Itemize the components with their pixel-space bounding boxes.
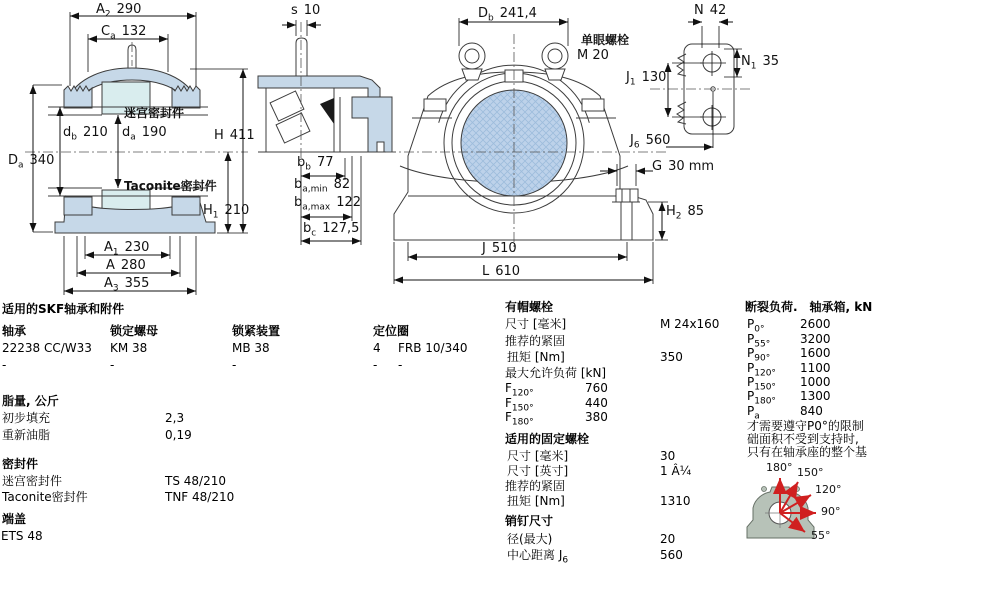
dim-label-H1: $H_1$ 210 [203, 203, 250, 221]
p0-value: 2600 [800, 317, 831, 331]
p180-label: $P_{180^\circ}$ [747, 389, 776, 407]
dim-label-H2: $H_2$ 85 [666, 204, 705, 222]
dim-label-da-shaft: $d_a$ 190 [122, 125, 167, 143]
dash-cell: - [110, 358, 115, 372]
dim-label-bamax: $b_{a,max}$ 122 [294, 195, 362, 213]
dim-label-Db: $D_b$ 241,4 [478, 6, 537, 24]
labyrinth-seal-note: 迷宫密封件 [124, 106, 185, 120]
f180-value: 380 [585, 410, 608, 424]
angle-label-55: 55° [811, 529, 831, 542]
p150-label: $P_{150^\circ}$ [747, 375, 776, 393]
breakload-note-line3: 只有在轴承座的整个基 [747, 445, 868, 459]
f180-label: $F_{180^\circ}$ [505, 410, 534, 428]
p180-value: 1300 [800, 389, 831, 403]
load-direction-diagram [747, 478, 816, 538]
dim-label-ca: $C_a$ 132 [101, 24, 147, 42]
dim-label-bamin: $b_{a,min}$ 82 [294, 177, 351, 195]
taconite-seal-label: Taconite密封件 [2, 490, 88, 504]
taconite-seal-note: Taconite密封件 [124, 179, 217, 193]
fixbolts-section-title: 适用的固定螺栓 [505, 432, 590, 446]
front-view-drawing [386, 18, 671, 284]
grease-section-title: 脂量, 公斤 [2, 394, 59, 408]
locating-ring-designation: FRB 10/340 [398, 341, 468, 355]
p150-value: 1000 [800, 375, 831, 389]
dash-cell: - [398, 358, 403, 372]
p90-label: $P_{90^\circ}$ [747, 346, 771, 364]
locating-ring-qty: 4 [373, 341, 381, 355]
dim-label-J: J 510 [482, 241, 517, 256]
angle-label-150: 150° [797, 466, 824, 479]
eyebolt-size: M 20 [577, 48, 609, 63]
col-header-bearing: 轴承 [2, 324, 27, 338]
col-header-locknut: 锁定螺母 [110, 324, 159, 338]
fixbolts-size-mm-label: 尺寸 [毫米] [507, 449, 569, 463]
locknut-designation: KM 38 [110, 341, 148, 355]
endcover-value: ETS 48 [1, 529, 43, 543]
taconite-seal-value: TNF 48/210 [165, 490, 235, 504]
pa-label: $P_a$ [747, 404, 760, 422]
p0-label: $P_{0^\circ}$ [747, 317, 765, 335]
pin-diameter-label: 径(最大) [507, 532, 553, 546]
pins-section-title: 销钉尺寸 [505, 514, 554, 528]
p120-value: 1100 [800, 361, 831, 375]
dim-label-A1: $A_1$ 230 [104, 240, 150, 258]
p120-label: $P_{120^\circ}$ [747, 361, 776, 379]
dim-label-G: G 30 mm [652, 159, 715, 174]
grease-relub-label: 重新油脂 [2, 428, 51, 442]
dim-label-s: s 10 [291, 3, 321, 18]
bearing-designation: 22238 CC/W33 [2, 341, 92, 355]
capbolts-section-title: 有帽螺栓 [505, 300, 554, 314]
dash-cell: - [2, 358, 7, 372]
pin-center-distance-value: 560 [660, 548, 683, 562]
dim-label-J1: $J_1$ 130 [626, 70, 667, 88]
p55-label: $P_{55^\circ}$ [747, 332, 771, 350]
f150-label: $F_{150^\circ}$ [505, 396, 534, 414]
dim-label-A: A 280 [106, 258, 146, 273]
grease-relub-value: 0,19 [165, 428, 192, 442]
labyrinth-seal-value: TS 48/210 [165, 474, 226, 488]
parts-section-title: 适用的SKF轴承和附件 [2, 302, 125, 316]
col-header-locating-ring: 定位圈 [373, 324, 410, 338]
dim-label-L: L 610 [482, 264, 521, 279]
grease-initial-label: 初步填充 [2, 411, 51, 425]
capbolts-tighten-label: 推荐的紧固 [505, 334, 566, 348]
angle-label-120: 120° [815, 483, 842, 496]
pin-center-distance-label: 中心距离 $J_6$ [507, 548, 569, 566]
breakload-note-line2: 础面积不受到支持时, [747, 432, 859, 446]
angle-label-180: 180° [766, 461, 793, 474]
p90-value: 1600 [800, 346, 831, 360]
breakload-section-title: 断裂负荷. 轴承箱, kN [745, 300, 873, 314]
fixbolts-size-in-value: 1 Â¼ [660, 464, 692, 478]
dim-label-a2: $A_2$ 290 [96, 2, 142, 20]
f120-value: 760 [585, 381, 608, 395]
fixbolts-torque-value: 1310 [660, 494, 691, 508]
dim-label-H: H 411 [214, 128, 255, 143]
dim-label-N: N 42 [694, 3, 727, 18]
pin-diameter-value: 20 [660, 532, 676, 546]
breakload-note-line1: 才需要遵守P0°的限制 [747, 419, 864, 433]
dim-label-Da: $D_a$ 340 [8, 153, 55, 171]
dim-label-db-shaft: $d_b$ 210 [63, 125, 108, 143]
dim-label-bc: $b_c$ 127,5 [303, 221, 360, 239]
f150-value: 440 [585, 396, 608, 410]
dim-label-bb: $b_b$ 77 [297, 155, 334, 173]
fixbolts-tighten-label: 推荐的紧固 [505, 479, 566, 493]
dim-label-A3: $A_3$ 355 [104, 276, 150, 294]
dim-label-J6: $J_6$ 560 [630, 133, 671, 151]
labyrinth-seal-label: 迷宫密封件 [2, 474, 63, 488]
pa-value: 840 [800, 404, 823, 418]
seals-section-title: 密封件 [2, 457, 39, 471]
lockdevice-designation: MB 38 [232, 341, 270, 355]
eyebolt-label: 单眼螺栓 [581, 33, 630, 47]
fixbolts-size-in-label: 尺寸 [英寸] [507, 464, 569, 478]
endcover-section-title: 端盖 [2, 512, 27, 526]
col-header-lockdevice: 锁紧装置 [232, 324, 281, 338]
capbolts-size-value: M 24x160 [660, 317, 720, 331]
p55-value: 3200 [800, 332, 831, 346]
dim-label-N1: $N_1$ 35 [741, 54, 780, 72]
capbolts-torque-value: 350 [660, 350, 683, 364]
dash-cell: - [373, 358, 378, 372]
capbolts-size-label: 尺寸 [毫米] [505, 317, 567, 331]
grease-initial-value: 2,3 [165, 411, 185, 425]
dash-cell: - [232, 358, 237, 372]
capbolts-maxload-label: 最大允许负荷 [kN] [505, 366, 607, 380]
f120-label: $F_{120^\circ}$ [505, 381, 534, 399]
fixbolts-torque-label: 扭矩 [Nm] [507, 494, 565, 508]
angle-label-90: 90° [821, 505, 841, 518]
fixbolts-size-mm-value: 30 [660, 449, 676, 463]
capbolts-torque-label: 扭矩 [Nm] [507, 350, 565, 364]
